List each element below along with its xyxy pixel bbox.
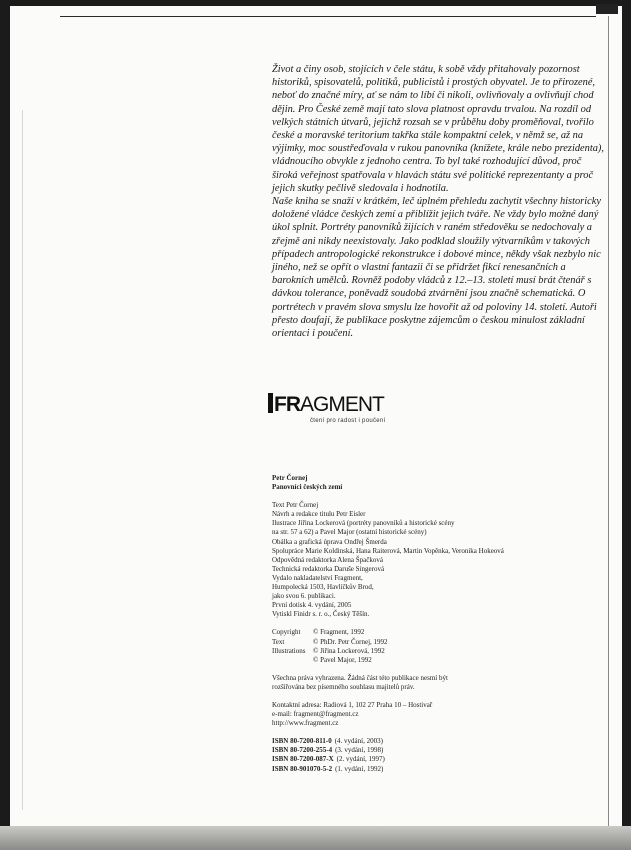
isbn-edition: (1. vydání, 1992)	[335, 764, 384, 773]
intro-text	[272, 63, 604, 340]
logo-wordmark	[268, 393, 384, 417]
isbn-edition: (4. vydání, 2003)	[334, 737, 383, 746]
isbn-row	[272, 737, 602, 746]
credit-line: Spolupráce Marie Koldinská, Hana Raiterová, Martin Vopěnka, Veronika Hokeová	[272, 546, 504, 555]
credit-line: Ilustrace Jiřina Lockerová (portréty panovníků a historické scény	[272, 519, 455, 528]
credit-line: První dotisk 4. vydání, 2005	[272, 601, 352, 610]
rights-line: rozšiřována bez písemného souhlasu majitelů práv.	[272, 682, 415, 691]
logo-tagline: čtení pro radost i poučení	[310, 418, 386, 424]
logo-bar	[268, 393, 273, 413]
corner-mark	[596, 4, 618, 14]
isbn-number: ISBN 80-7200-811-0	[272, 737, 332, 746]
publisher-logo	[268, 393, 428, 433]
credit-line: na str. 57 a 62) a Pavel Major (ostatní historické scény)	[272, 528, 427, 537]
credit-line: Humpolecká 1503, Havlíčkův Brod,	[272, 583, 374, 592]
logo-word-bold: FR	[274, 393, 300, 416]
page-top-edge	[60, 16, 596, 17]
isbn-edition: (2. vydání, 1997)	[336, 755, 385, 764]
contact-website: http://www.fragment.cz	[272, 719, 339, 728]
copyright-label: Text	[272, 637, 285, 646]
copyright-value: © PhDr. Petr Čornej, 1992	[313, 637, 388, 646]
isbn-row	[272, 755, 602, 764]
copyright-value: © Fragment, 1992	[313, 628, 365, 637]
credit-line: Návrh a redakce titulu Petr Eisler	[272, 510, 366, 519]
imprint-block	[272, 474, 602, 774]
copyright-row	[272, 656, 602, 665]
scan-bottom-shade	[0, 826, 631, 850]
copyright-value: © Jiřina Lockerová, 1992	[313, 646, 385, 655]
credit-line: Odpovědná redaktorka Alena Špačková	[272, 555, 383, 564]
credit-line: Obálka a grafická úprava Ondřej Šmerda	[272, 537, 387, 546]
intro-paragraph-1: Život a činy osob, stojících v čele státu, k sobě vždy přitahovaly pozornost historiků, spisovatelů, politiků, publicistů i prostých obyvatel. Je to přirozené, neboť do značné míry, ať se nám to líbí či nikoli, ovlivňovaly a ovlivňují chod dějin. Pro České země mají tato slova platnost opravdu trvalou. Na rozdíl od velkých státních útvarů, jejichž rozsah se v průběhu doby proměňoval, tvořilo české a moravské teritorium takřka stále kompaktní celek, v němž se, až na výjimky, moc soustřeďovala v rukou panovníka (knížete, krále nebo prezidenta), vládnoucího obvykle z jednoho centra. To byl také rozhodující důvod, proč široká veřejnost spatřovala v hlavách státu své politické reprezentanty a proč jejich skutky pečlivě sledovala i hodnotila.	[272, 64, 604, 194]
copyright-label: Illustrations	[272, 646, 306, 655]
credit-line: jako svou 6. publikaci.	[272, 592, 336, 601]
isbn-number: ISBN 80-7200-255-4	[272, 746, 333, 755]
page-right-edge	[608, 16, 609, 826]
contact-email: e-mail: fragment@fragment.cz	[272, 710, 359, 719]
copyright-label: Copyright	[272, 628, 301, 637]
page-left-edge	[22, 110, 23, 810]
credit-line: Vydalo nakladatelství Fragment,	[272, 573, 363, 582]
isbn-number: ISBN 80-7200-087-X	[272, 755, 334, 764]
intro-paragraph-2: Naše kniha se snaží v krátkém, leč úplném přehledu zachytit všechny historicky doložené vládce českých zemí a přiblížit jejich tváře. Ne vždy bylo možné daný úkol splnit. Portréty panovníků žijících v raném středověku se nedochovaly a zřejmě ani nikdy neexistovaly. Jako podklad sloužily výtvarníkům v takových případech antropologické rekonstrukce i dobové mince, někdy však nezbylo nic jiného, než se opřít o vlastní fantazii či se přidržet fikcí renesančních a barokních umělců. Rovněž podoby vládců z 12.–13. století musí brát čtenář s dávkou tolerance, poněvadž soudobá ztvárnění jsou značně schematická. O portrétech v pravém slova smyslu lze hovořit až od poloviny 14. století. Autoři přesto doufají, že publikace poskytne zájemcům o českou minulost základní orientaci i poučení.	[272, 196, 601, 340]
logo-word-rest: AGMENT	[300, 393, 384, 416]
contact-address: Kontaktní adresa: Radiová 1, 102 27 Praha 10 – Hostivař	[272, 700, 433, 709]
copyright-row	[272, 628, 602, 637]
isbn-number: ISBN 80-901070-5-2	[272, 764, 333, 773]
credit-line: Vytiskl Finidr s. r. o., Český Těšín.	[272, 610, 370, 619]
copyright-row	[272, 638, 602, 647]
book-title: Panovníci českých zemí	[272, 483, 343, 492]
copyright-value: © Pavel Major, 1992	[313, 655, 372, 664]
credit-line: Text Petr Čornej	[272, 501, 319, 510]
book-author: Petr Čornej	[272, 474, 308, 482]
isbn-row	[272, 746, 602, 755]
copyright-row	[272, 647, 602, 656]
isbn-edition: (3. vydání, 1998)	[335, 746, 384, 755]
isbn-row	[272, 765, 602, 774]
credit-line: Technická redaktorka Daruše Singerová	[272, 564, 385, 573]
rights-line: Všechna práva vyhrazena. Žádná část této publikace nesmí být	[272, 673, 448, 682]
copyright-label	[272, 656, 313, 665]
